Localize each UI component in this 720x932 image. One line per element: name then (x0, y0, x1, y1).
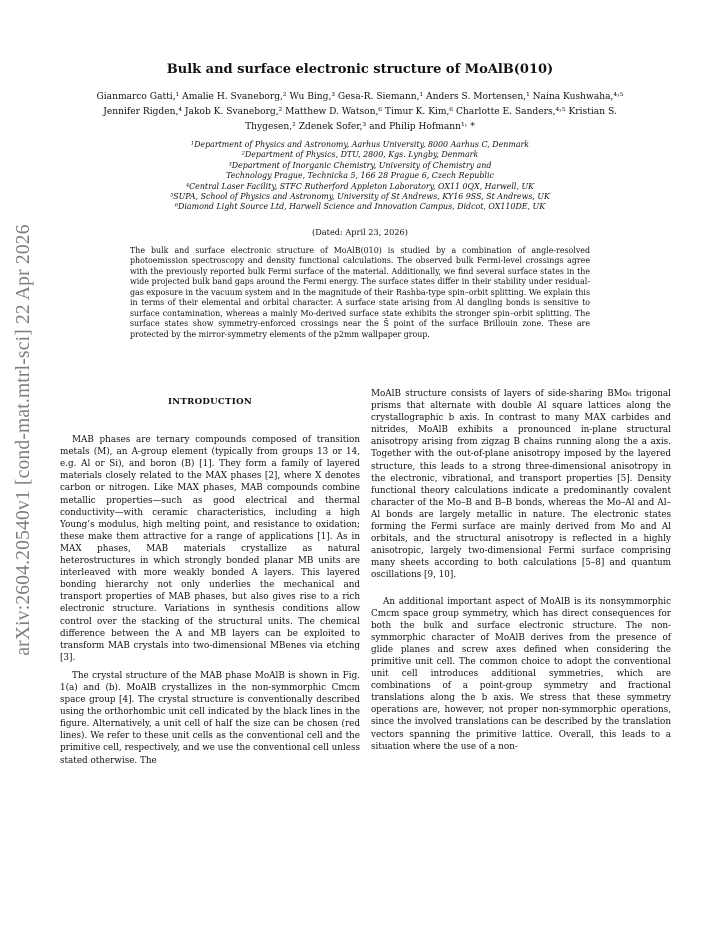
body-paragraph: MoAlB structure consists of layers of side-sharing BMo₆ trigonal prisms that alternate with double Al square lattices along the crystallographic b axis. In contrast to many MAX carbides and nitrides, MoAlB exhibits a pronounced in-plane structural anisotropy arising from zigzag B chains running along the a axis. Together with the out-of-plane anisotropy imposed by the layered structure, this leads to a strong three-dimensional anisotropy in the electronic, vibrational, and transport properties [5]. Density functional theory calculations indicate a predominantly covalent character of the Mo–B and B–B bonds, whereas the Mo–Al and Al–Al bonds are largely metallic in nature. The electronic states forming the Fermi surface are mainly derived from Mo and Al orbitals, and the structural anisotropy is reflected in a highly anisotropic, largely two-dimensional Fermi surface comprising many sheets according to both calculations [5–8] and quantum oscillations [9, 10]. (371, 389, 671, 581)
date-line: (Dated: April 23, 2026) (312, 227, 408, 237)
affiliation-line: ³Department of Inorganic Chemistry, University of Chemistry and (228, 160, 492, 170)
arxiv-identifier-stamp (6, 200, 42, 680)
affiliation-line: ⁶Diamond Light Source Ltd, Harwell Science and Innovation Campus, Didcot, OX110DE, UK (174, 202, 546, 212)
affiliation-line: ²Department of Physics, DTU, 2800, Kgs. Lyngby, Denmark (241, 150, 479, 160)
arxiv-identifier-text: arXiv:2604.20540v1 [cond-mat.mtrl-sci] 22 Apr 2026 (13, 224, 34, 656)
body-paragraph: An additional important aspect of MoAlB is its nonsymmorphic Cmcm space group symmetry, which has direct consequences for both the bulk and surface electronic structure. The non-symmorphic character of MoAlB derives from the presence of glide planes and screw axes defined when considering the primitive unit cell. The common choice to adopt the conventional unit cell introduces additional symmetries, which are combinations of a point-group symmetry and fractional translations along the b axis. We stress that these symmetry operations are, however, not proper non-symmorphic operations, since the involved translations can be described by the translation vectors spanning the primitive lattice. Overall, this leads to a situation where the use of a non- (371, 596, 671, 752)
body-paragraph: The crystal structure of the MAB phase MoAlB is shown in Fig. 1(a) and (b). MoAlB crystallizes in the non-symmorphic Cmcm space group [4]. The crystal structure is conventionally described using the orthorhombic unit cell indicated by the black lines in the figure. Alternatively, a unit cell of half the size can be chosen (red lines). We refer to these unit cells as the conventional cell and the primitive cell, respectively, and we use the conventional cell unless stated otherwise. The (60, 670, 360, 766)
body-paragraph: MAB phases are ternary compounds composed of transition metals (M), an A-group element (typically from groups 13 or 14, e.g. Al or Si), and boron (B) [1]. They form a family of layered materials closely related to the MAX phases [2], where X denotes carbon or nitrogen. Like MAX phases, MAB compounds combine metallic properties—such as good electrical and thermal conductivity—with ceramic characteristics, including a high Young’s modulus, high melting point, and resistance to oxidation; these make them attractive for a range of applications [1]. As in MAX phases, MAB materials crystallize as natural heterostructures in which strongly bonded planar MB units are interleaved with more weakly bonded A layers. This layered bonding hierarchy not only underlies the mechanical and transport properties of MAB phases, but also gives rise to a rich electronic structure. Variations in synthesis conditions allow control over the stacking of the structural units. The chemical difference between the A and MB layers can be exploited to transform MAB crystals into two-dimensional MBenes via etching [3]. (60, 435, 360, 663)
affiliation-line: ¹Department of Physics and Astronomy, Aarhus University, 8000 Aarhus C, Denmark (190, 140, 530, 149)
section-heading-introduction: INTRODUCTION (167, 397, 253, 407)
affiliation-list (100, 140, 620, 213)
right-column (371, 388, 671, 759)
affiliation-line: ⁴Central Laser Facility, STFC Rutherford Appleton Laboratory, OX11 0QX, Harwell, UK (185, 181, 535, 191)
abstract: The bulk and surface electronic structure of MoAlB(010) is studied by a combination of angle-resolved photoemission spectroscopy and density functional calculations. The observed bulk Fermi-level crossings agree with the previously reported bulk Fermi surface of the material. Additionally, we find several surface states in the wide projected bulk band gaps around the Fermi energy. The surface states differ in their stability under residual-gas exposure in the vacuum system and in the magnitude of their Rashba-type spin–orbit splitting. We explain this in terms of their elemental and orbital character. A surface state arising from Al dangling bonds is sensitive to surface contamination, whereas a mainly Mo-derived surface state exhibits the stronger spin–orbit splitting. The surface states show symmetry-enforced crossings near the S̄ point of the surface Brillouin zone. These are protected by the mirror-symmetry elements of the p2mm wallpaper group. (130, 246, 590, 339)
left-column (60, 392, 360, 773)
paper-title: Bulk and surface electronic structure of MoAlB(010) (166, 62, 554, 77)
affiliation-line: Technology Prague, Technicka 5, 166 28 Prague 6, Czech Republic (226, 171, 494, 181)
affiliation-line: ⁵SUPA, School of Physics and Astronomy, University of St Andrews, KY16 9SS, St Andrews, UK (170, 192, 550, 202)
author-list: Gianmarco Gatti,¹ Amalie H. Svaneborg,² Wu Bing,³ Gesa-R. Siemann,¹ Anders S. Mortensen,¹ Naina Kushwaha,⁴˒⁵ Jennifer Rigden,⁴ Jakob K. Svaneborg,² Matthew D. Watson,⁶ Timur K. Kim,⁶ Charlotte E. Sanders,⁴˒⁵ Kristian S. Thygesen,² Zdenek Sofer,³ and Philip Hofmann¹˒ * (96, 92, 624, 132)
